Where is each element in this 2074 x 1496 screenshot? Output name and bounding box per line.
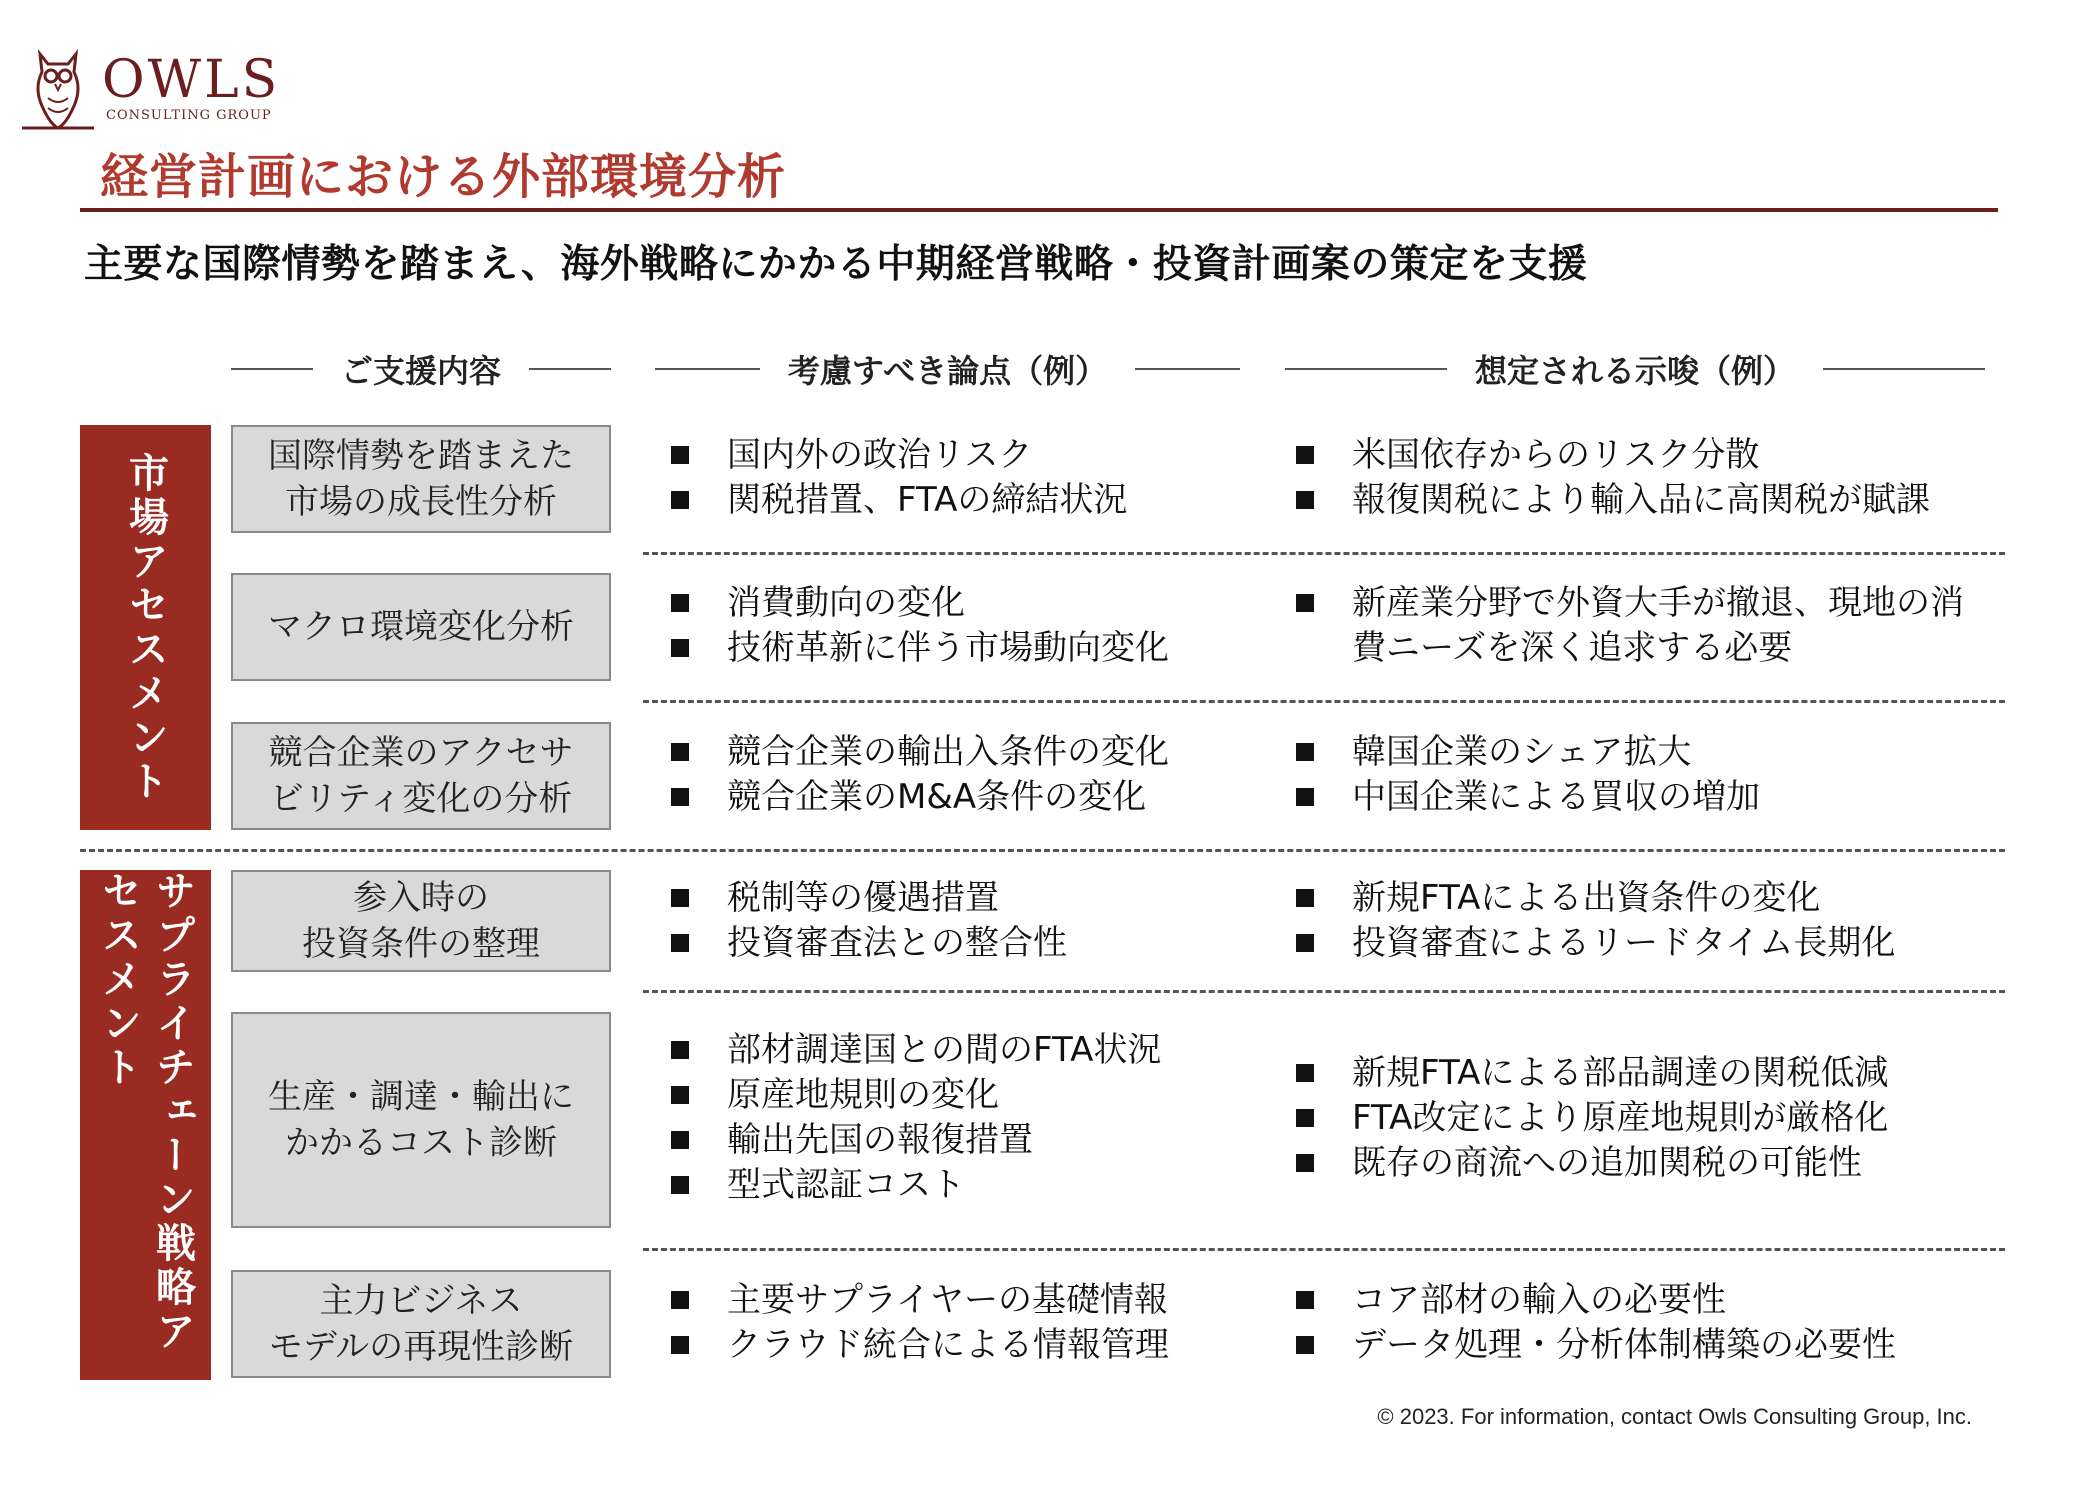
logo-brand: OWLS — [102, 50, 281, 110]
support-box-line: 競合企業のアクセサ — [268, 733, 574, 773]
support-box-line: ビリティ変化の分析 — [269, 779, 573, 819]
copyright-footer: © 2023. For information, contact Owls Consulting Group, Inc. — [1377, 1404, 1972, 1429]
support-box-market-growth — [231, 425, 611, 533]
list-item: データ処理・分析体制構築の必要性 — [1290, 1323, 1896, 1368]
points-list — [665, 433, 1127, 523]
support-box-business-model — [231, 1270, 611, 1378]
support-box-entry-investment — [231, 870, 611, 972]
list-item: クラウド統合による情報管理 — [665, 1323, 1169, 1368]
implications-list — [1290, 1051, 1888, 1186]
owl-icon — [18, 44, 98, 132]
row-divider — [643, 1248, 2005, 1251]
row-divider — [643, 552, 2005, 555]
list-item: 米国依存からのリスク分散 — [1290, 433, 1930, 478]
points-list — [665, 581, 1169, 671]
row-divider — [643, 700, 2005, 703]
page-subtitle: 主要な国際情勢を踏まえ、海外戦略にかかる中期経営戦略・投資計画案の策定を支援 — [84, 242, 1588, 287]
row-divider — [643, 990, 2005, 993]
support-box-line: 生産・調達・輸出に — [268, 1077, 574, 1117]
support-box-cost-diagnosis — [231, 1012, 611, 1228]
implications-list — [1290, 876, 1895, 966]
list-item: 税制等の優遇措置 — [665, 876, 1067, 921]
list-item: 投資審査法との整合性 — [665, 921, 1067, 966]
section-label-supply-chain — [80, 870, 211, 1380]
section-label-market-text: 市場アセスメント — [122, 451, 169, 804]
section-divider — [80, 849, 2005, 852]
implications-list — [1290, 730, 1760, 820]
list-item: 新規FTAによる部品調達の関税低減 — [1290, 1051, 1888, 1096]
list-item: 関税措置、FTAの締結状況 — [665, 478, 1127, 523]
points-list — [665, 730, 1169, 820]
list-item: 原産地規則の変化 — [665, 1073, 1161, 1118]
list-item: FTA改定により原産地規則が厳格化 — [1290, 1096, 1888, 1141]
list-item: 新規FTAによる出資条件の変化 — [1290, 876, 1895, 921]
list-item: 技術革新に伴う市場動向変化 — [665, 626, 1169, 671]
list-item: 部材調達国との間のFTA状況 — [665, 1028, 1161, 1073]
column-header-points — [655, 345, 1240, 393]
list-item: 主要サプライヤーの基礎情報 — [665, 1278, 1169, 1323]
support-box-macro — [231, 573, 611, 681]
support-box-line: マクロ環境変化分析 — [268, 607, 574, 647]
column-header-implications — [1285, 345, 1985, 393]
column-header-support-label: ご支援内容 — [341, 352, 502, 390]
list-item: 投資審査によるリードタイム長期化 — [1290, 921, 1895, 966]
support-box-line: かかるコスト診断 — [285, 1123, 557, 1163]
list-item: 輸出先国の報復措置 — [665, 1118, 1161, 1163]
list-item: 中国企業による買収の増加 — [1290, 775, 1760, 820]
support-box-line: 国際情勢を踏まえた — [268, 436, 574, 476]
implications-list — [1290, 581, 1990, 671]
list-item: 韓国企業のシェア拡大 — [1290, 730, 1760, 775]
list-item: 報復関税により輸入品に高関税が賦課 — [1290, 478, 1930, 523]
support-box-line: 投資条件の整理 — [302, 924, 540, 964]
column-header-implications-label: 想定される示唆（例） — [1475, 352, 1796, 390]
company-logo — [18, 44, 288, 134]
page-title: 経営計画における外部環境分析 — [100, 149, 787, 205]
points-list — [665, 876, 1067, 966]
support-box-line: 参入時の — [353, 878, 489, 918]
section-label-market — [80, 425, 211, 830]
list-item: 競合企業のM&A条件の変化 — [665, 775, 1169, 820]
support-box-line: モデルの再現性診断 — [268, 1327, 574, 1367]
list-item: コア部材の輸入の必要性 — [1290, 1278, 1896, 1323]
title-divider — [80, 208, 1998, 212]
list-item: 新産業分野で外資大手が撤退、現地の消費ニーズを深く追求する必要 — [1290, 581, 1990, 671]
column-header-points-label: 考慮すべき論点（例） — [787, 352, 1108, 390]
implications-list — [1290, 433, 1930, 523]
logo-subtitle: CONSULTING GROUP — [106, 108, 272, 123]
support-box-line: 主力ビジネス — [319, 1281, 523, 1321]
column-header-support — [231, 345, 611, 393]
support-box-line: 市場の成長性分析 — [285, 482, 557, 522]
list-item: 国内外の政治リスク — [665, 433, 1127, 478]
list-item: 既存の商流への追加関税の可能性 — [1290, 1141, 1888, 1186]
list-item: 消費動向の変化 — [665, 581, 1169, 626]
list-item: 競合企業の輸出入条件の変化 — [665, 730, 1169, 775]
implications-list — [1290, 1278, 1896, 1368]
list-item: 型式認証コスト — [665, 1163, 1161, 1208]
points-list — [665, 1028, 1161, 1208]
points-list — [665, 1278, 1169, 1368]
section-label-supply-chain-text: サプライチェーン戦略アセスメント — [95, 870, 196, 1354]
support-box-competitor — [231, 722, 611, 830]
